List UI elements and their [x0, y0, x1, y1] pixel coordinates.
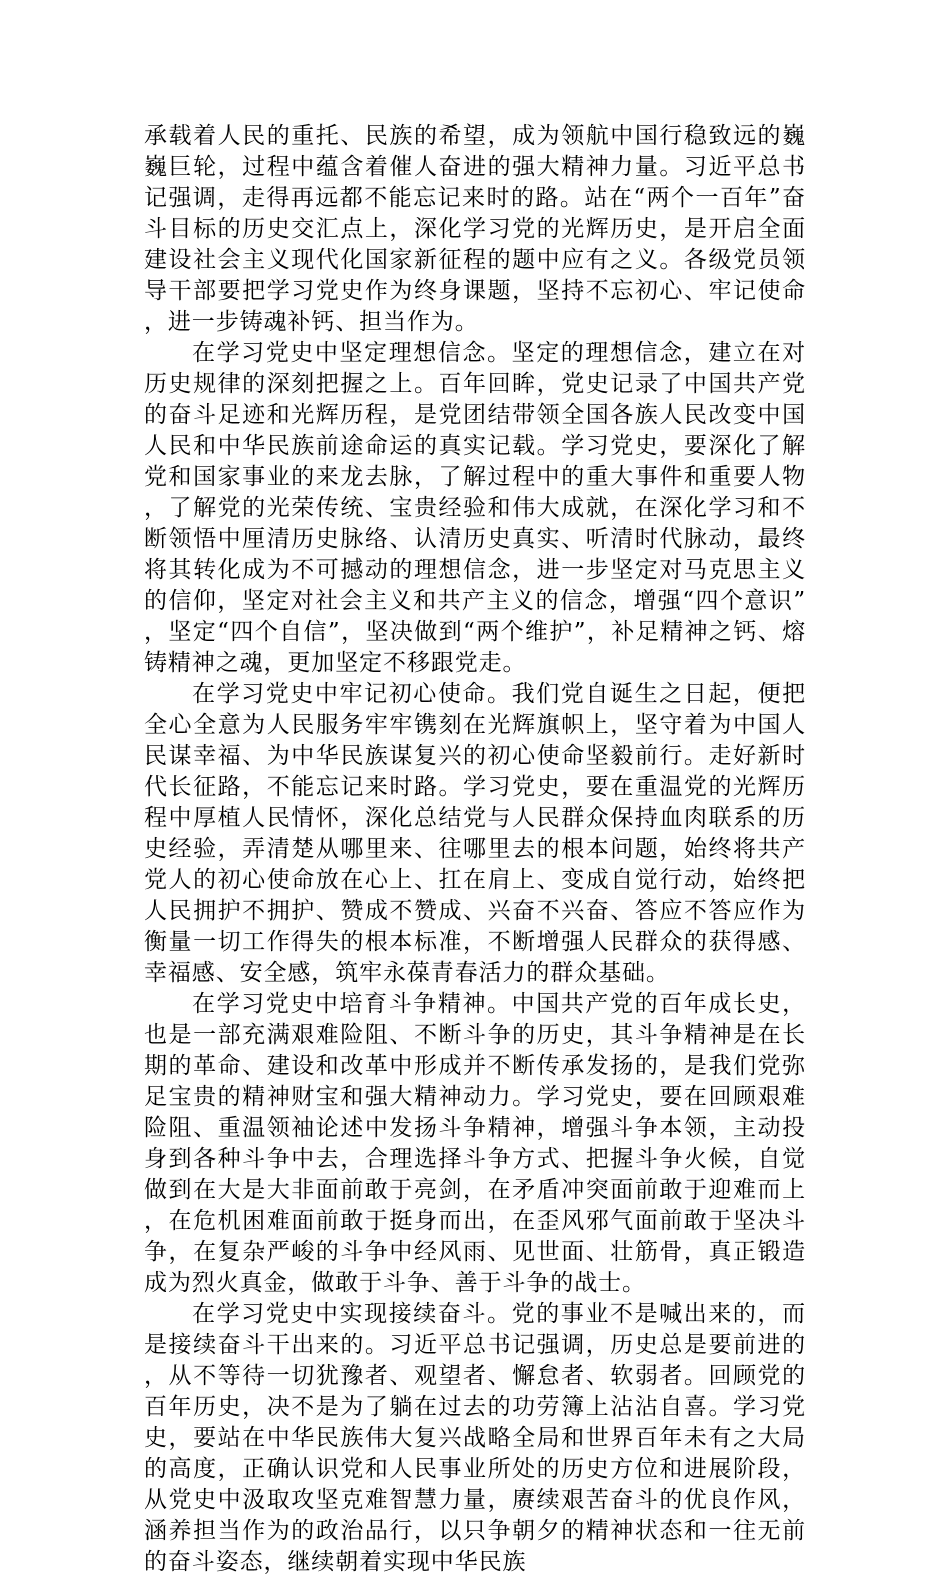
paragraph-4: 在学习党史中培育斗争精神。中国共产党的百年成长史，也是一部充满艰难险阻、不断斗争的历史，其斗争精神是在长期的革命、建设和改革中形成并不断传承发扬的，是我们党弥足宝贵的精神财宝和强大精神动力。学习党史，要在回顾艰难险阻、重温领袖论述中发扬斗争精神，增强斗争本领，主动投身到各种斗争中去，合理选择斗争方式、把握斗争火候，自觉做到在大是大非面前敢于亮剑，在矛盾冲突面前敢于迎难而上，在危机困难面前敢于挺身而出，在歪风邪气面前敢于坚决斗争，在复杂严峻的斗争中经风雨、见世面、壮筋骨，真正锻造成为烈火真金，做敢于斗争、善于斗争的战士。 — [144, 991, 806, 1296]
paragraph-2: 在学习党史中坚定理想信念。坚定的理想信念，建立在对历史规律的深刻把握之上。百年回眸，党史记录了中国共产党的奋斗足迹和光辉历程，是党团结带领全国各族人民改变中国人民和中华民族前途命运的真实记载。学习党史，要深化了解党和国家事业的来龙去脉，了解过程中的重大事件和重要人物，了解党的光荣传统、宝贵经验和伟大成就，在深化学习和不断领悟中厘清历史脉络、认清历史真实、听清时代脉动，最终将其转化成为不可撼动的理想信念，进一步坚定对马克思主义的信仰，坚定对社会主义和共产主义的信念，增强“四个意识”，坚定“四个自信”，坚决做到“两个维护”，补足精神之钙、熔铸精神之魂，更加坚定不移跟党走。 — [144, 340, 806, 676]
document-page — [144, 121, 806, 1578]
paragraph-1: 承载着人民的重托、民族的希望，成为领航中国行稳致远的巍巍巨轮，过程中蕴含着催人奋进的强大精神力量。习近平总书记强调，走得再远都不能忘记来时的路。站在“两个一百年”奋斗目标的历史交汇点上，深化学习党的光辉历史，是开启全面建设社会主义现代化国家新征程的题中应有之义。各级党员领导干部要把学习党史作为终身课题，坚持不忘初心、牢记使命，进一步铸魂补钙、担当作为。 — [144, 123, 806, 335]
paragraph-3: 在学习党史中牢记初心使命。我们党自诞生之日起，便把全心全意为人民服务牢牢镌刻在光辉旗帜上，坚守着为中国人民谋幸福、为中华民族谋复兴的初心使命坚毅前行。走好新时代长征路，不能忘记来时路。学习党史，要在重温党的光辉历程中厚植人民情怀，深化总结党与人民群众保持血肉联系的历史经验，弄清楚从哪里来、往哪里去的根本问题，始终将共产党人的初心使命放在心上、扛在肩上、变成自觉行动，始终把人民拥护不拥护、赞成不赞成、兴奋不兴奋、答应不答应作为衡量一切工作得失的根本标准，不断增强人民群众的获得感、幸福感、安全感，筑牢永葆青春活力的群众基础。 — [144, 681, 806, 986]
paragraph-5: 在学习党史中实现接续奋斗。党的事业不是喊出来的，而是接续奋斗干出来的。习近平总书记强调，历史总是要前进的，从不等待一切犹豫者、观望者、懈怠者、软弱者。回顾党的百年历史，决不是为了躺在过去的功劳簿上沾沾自喜。学习党史，要站在中华民族伟大复兴战略全局和世界百年未有之大局的高度，正确认识党和人民事业所处的历史方位和进展阶段，从党史中汲取攻坚克难智慧力量，赓续艰苦奋斗的优良作风，涵养担当作为的政治品行，以只争朝夕的精神状态和一往无前的奋斗姿态，继续朝着实现中华民族 — [144, 1301, 806, 1575]
